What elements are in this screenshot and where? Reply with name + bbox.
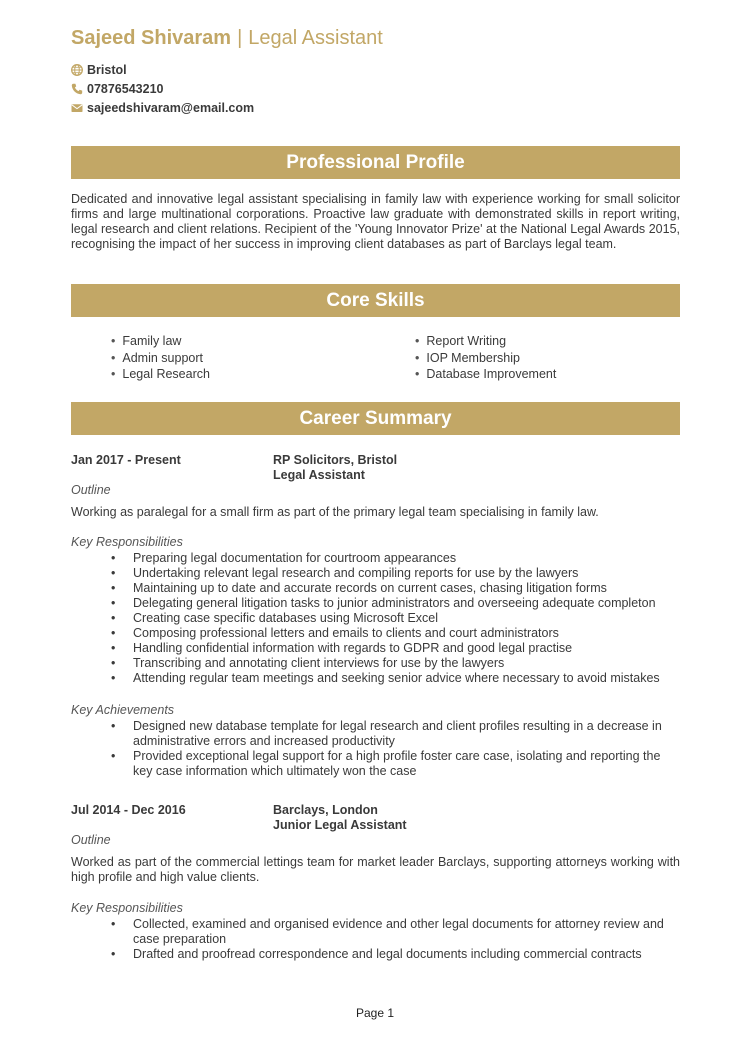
profile-summary: Dedicated and innovative legal assistant specialising in family law with experience working for small solicitor firms and large multinational corporations. Proactive law graduate with demonstrated skills in report writing, legal research and client relations. Recipient of the 'Young Innovator Prize' at the National Legal Awards 2015, recognising the impact of her success in improving client databases as part of Barclays legal team. [71,192,680,251]
skill-item: • Admin support [111,350,210,367]
list-item: • Drafted and proofread correspondence and legal documents including commercial contracts [133,947,681,962]
list-item: • Preparing legal documentation for courtroom appearances [133,551,681,566]
responsibilities-label: Key Responsibilities [71,901,183,915]
phone-icon [71,83,83,95]
phone-text: 07876543210 [87,82,164,96]
list-item: • Handling confidential information with regards to GDPR and good legal practise [133,641,681,656]
job-title: Legal Assistant [248,27,383,49]
envelope-icon [71,102,83,114]
resume-header [71,27,383,50]
section-header-career: Career Summary [71,402,680,435]
list-item: • Collected, examined and organised evidence and other legal documents for attorney review and case preparation [133,917,681,947]
job-role: Legal Assistant [273,468,365,482]
list-item: • Undertaking relevant legal research and compiling reports for use by the lawyers [133,566,681,581]
skill-item: • Report Writing [415,333,556,350]
job-dates: Jul 2014 - Dec 2016 [71,803,186,817]
location-text: Bristol [87,63,127,77]
outline-label: Outline [71,833,111,847]
achievements-list [133,719,681,779]
contact-location [71,63,127,77]
skill-item: • Legal Research [111,366,210,383]
section-header-profile: Professional Profile [71,146,680,179]
list-item: • Attending regular team meetings and seeking senior advice where necessary to avoid mistakes [133,671,681,686]
employer-name: Barclays, London [273,803,378,817]
contact-email [71,101,254,115]
list-item: • Maintaining up to date and accurate records on current cases, chasing litigation forms [133,581,681,596]
skills-list-left [111,333,210,383]
job-role: Junior Legal Assistant [273,818,407,832]
job-outline: Working as paralegal for a small firm as part of the primary legal team specialising in family law. [71,505,599,519]
employer-name: RP Solicitors, Bristol [273,453,398,467]
list-item: • Designed new database template for legal research and client profiles resulting in a decrease in administrative errors and increased productivity [133,719,681,749]
skills-list-right [415,333,556,383]
skill-item: • Database Improvement [415,366,556,383]
job-dates: Jan 2017 - Present [71,453,181,467]
skill-item: • Family law [111,333,210,350]
job-employer [273,803,407,833]
contact-phone [71,82,163,96]
list-item: • Creating case specific databases using Microsoft Excel [133,611,681,626]
responsibilities-list [133,551,681,686]
list-item: • Delegating general litigation tasks to junior administrators and overseeing adequate completon [133,596,681,611]
job-employer [273,453,397,483]
skill-item: • IOP Membership [415,350,556,367]
list-item: • Provided exceptional legal support for a high profile foster care case, isolating and reporting the key case information which ultimately won the case [133,749,681,779]
header-separator: | [237,27,243,49]
list-item: • Transcribing and annotating client interviews for use by the lawyers [133,656,681,671]
section-header-skills: Core Skills [71,284,680,317]
responsibilities-label: Key Responsibilities [71,535,183,549]
page-number: Page 1 [355,1006,395,1020]
job-outline: Worked as part of the commercial lettings team for market leader Barclays, supporting attorneys working with high profile and high value clients. [71,855,680,884]
globe-icon [71,64,83,76]
list-item: • Composing professional letters and emails to clients and court administrators [133,626,681,641]
responsibilities-list [133,917,681,962]
achievements-label: Key Achievements [71,703,175,717]
candidate-name: Sajeed Shivaram [71,27,232,49]
email-text: sajeedshivaram@email.com [87,101,255,115]
outline-label: Outline [71,483,111,497]
